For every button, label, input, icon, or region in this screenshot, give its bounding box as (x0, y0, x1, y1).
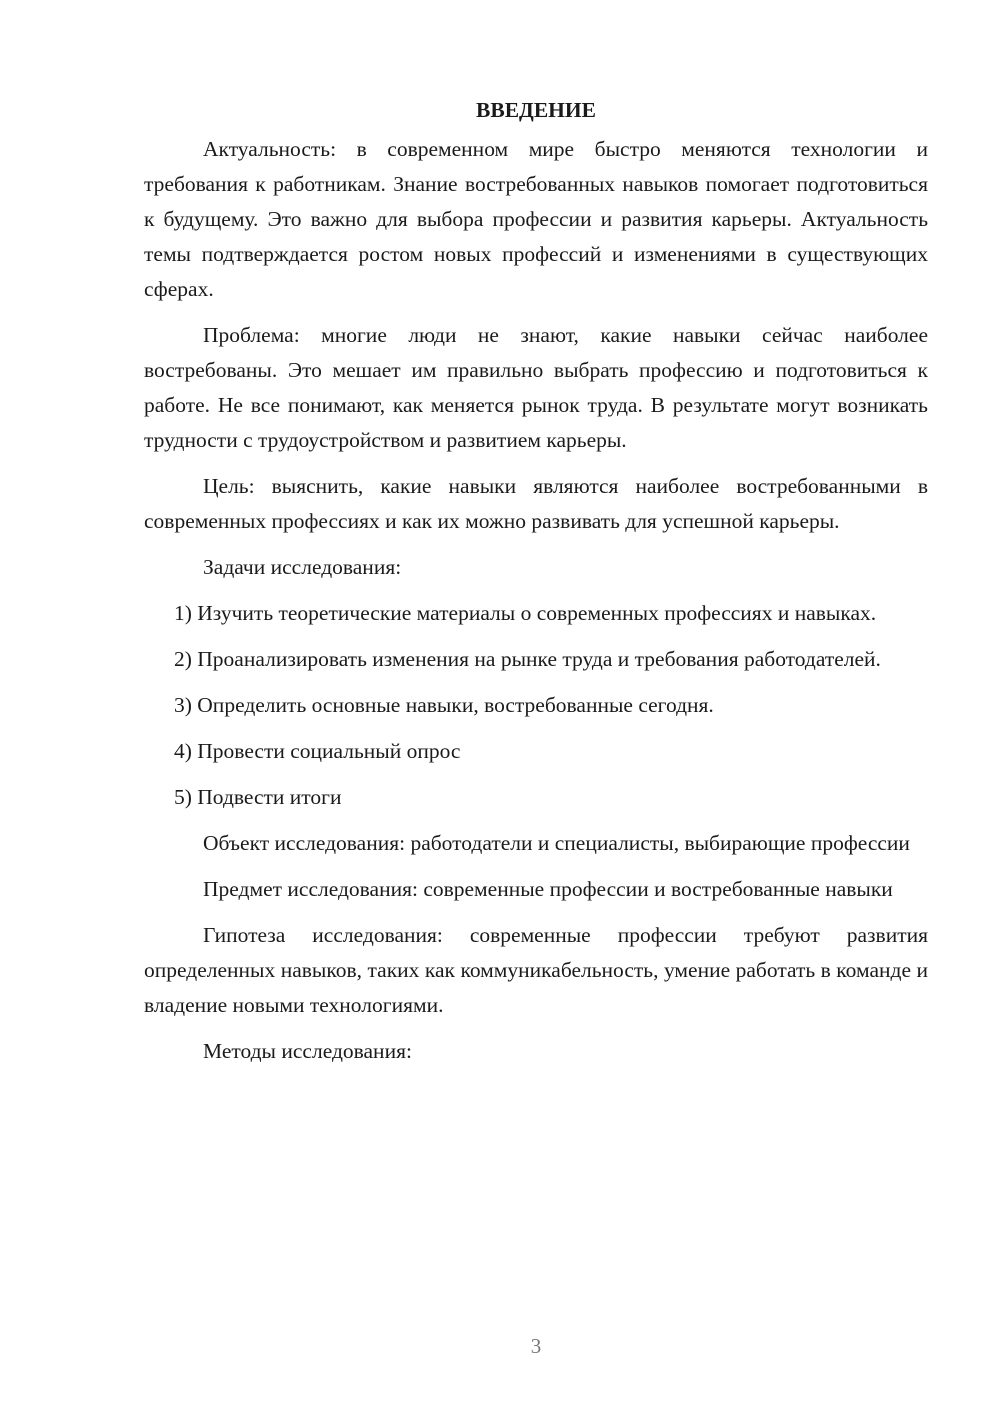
section-title: ВВЕДЕНИЕ (476, 98, 596, 122)
object-paragraph: Объект исследования: работодатели и специалисты, выбирающие профессии (203, 831, 910, 855)
problem-paragraph: Проблема: многие люди не знают, какие навыки сейчас наиболее востребованы. Это мешает им правильно выбрать профессию и подготовиться к работе. Не все понимают, как меняется рынок труда. В результате могут возникать трудности с трудоустройством и развитием карьеры. (144, 323, 928, 452)
goal-paragraph: Цель: выяснить, какие навыки являются наиболее востребованными в современных профессиях и как их можно развивать для успешной карьеры. (144, 474, 928, 533)
task-item: 4) Провести социальный опрос (174, 739, 461, 763)
hypothesis-paragraph: Гипотеза исследования: современные профессии требуют развития определенных навыков, таких как коммуникабельность, умение работать в команде и владение новыми технологиями. (144, 923, 928, 1017)
task-item: 2) Проанализировать изменения на рынке труда и требования работодателей. (174, 647, 881, 671)
task-item: 3) Определить основные навыки, востребованные сегодня. (174, 693, 714, 717)
tasks-heading: Задачи исследования: (203, 555, 402, 579)
task-item: 1) Изучить теоретические материалы о современных профессиях и навыках. (174, 601, 877, 625)
methods-heading: Методы исследования: (203, 1039, 412, 1063)
subject-paragraph: Предмет исследования: современные профессии и востребованные навыки (203, 877, 893, 901)
relevance-paragraph: Актуальность: в современном мире быстро меняются технологии и требования к работникам. Знание востребованных навыков помогает подготовиться к будущему. Это важно для выбора профессии и развития карьеры. Актуальность темы подтверждается ростом новых профессий и изменениями в существующих сферах. (144, 137, 928, 301)
page-content (144, 93, 928, 1080)
task-item: 5) Подвести итоги (174, 785, 342, 809)
page-number: 3 (530, 1334, 542, 1358)
